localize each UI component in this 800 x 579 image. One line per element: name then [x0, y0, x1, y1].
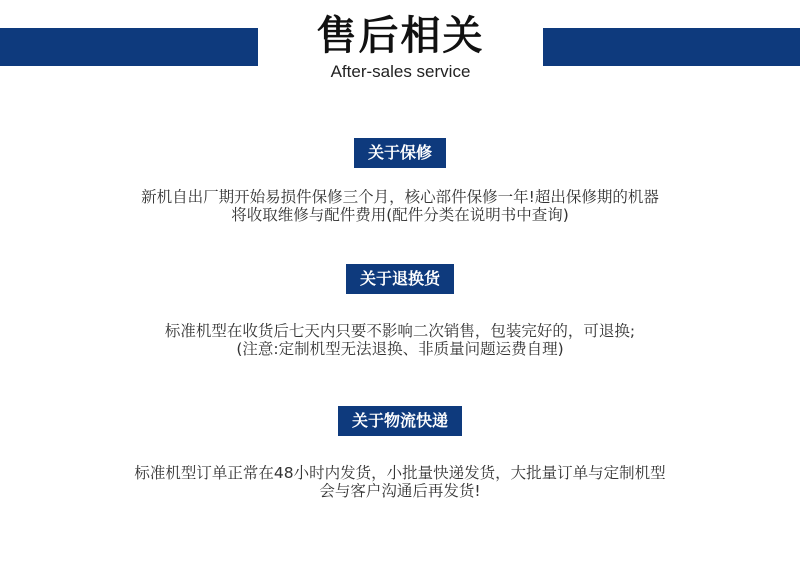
section-returns — [0, 264, 800, 358]
page-subtitle: After-sales service — [330, 62, 471, 81]
section-line: 标准机型在收货后七天内只要不影响二次销售，包装完好的，可退换; — [164, 322, 636, 340]
section-body-returns — [0, 322, 800, 358]
section-body-shipping — [0, 464, 800, 500]
section-shipping — [0, 406, 800, 500]
section-heading-returns: 关于退换货 — [346, 264, 454, 294]
section-heading-shipping: 关于物流快递 — [338, 406, 462, 436]
section-heading-warranty: 关于保修 — [354, 138, 446, 168]
section-warranty — [0, 138, 800, 224]
header-band-right — [543, 28, 800, 66]
header-band-left — [0, 28, 258, 66]
section-line: 标准机型订单正常在48小时内发货，小批量快递发货，大批量订单与定制机型 — [134, 464, 666, 482]
section-line: (注意:定制机型无法退换、非质量问题运费自理) — [236, 340, 564, 358]
page-title: 售后相关 — [316, 13, 485, 59]
section-line: 将收取维修与配件费用(配件分类在说明书中查询) — [231, 206, 569, 224]
section-body-warranty — [0, 188, 800, 224]
header — [258, 10, 543, 82]
section-line: 新机自出厂期开始易损件保修三个月，核心部件保修一年!超出保修期的机器 — [141, 188, 659, 206]
section-line: 会与客户沟通后再发货! — [319, 482, 481, 500]
